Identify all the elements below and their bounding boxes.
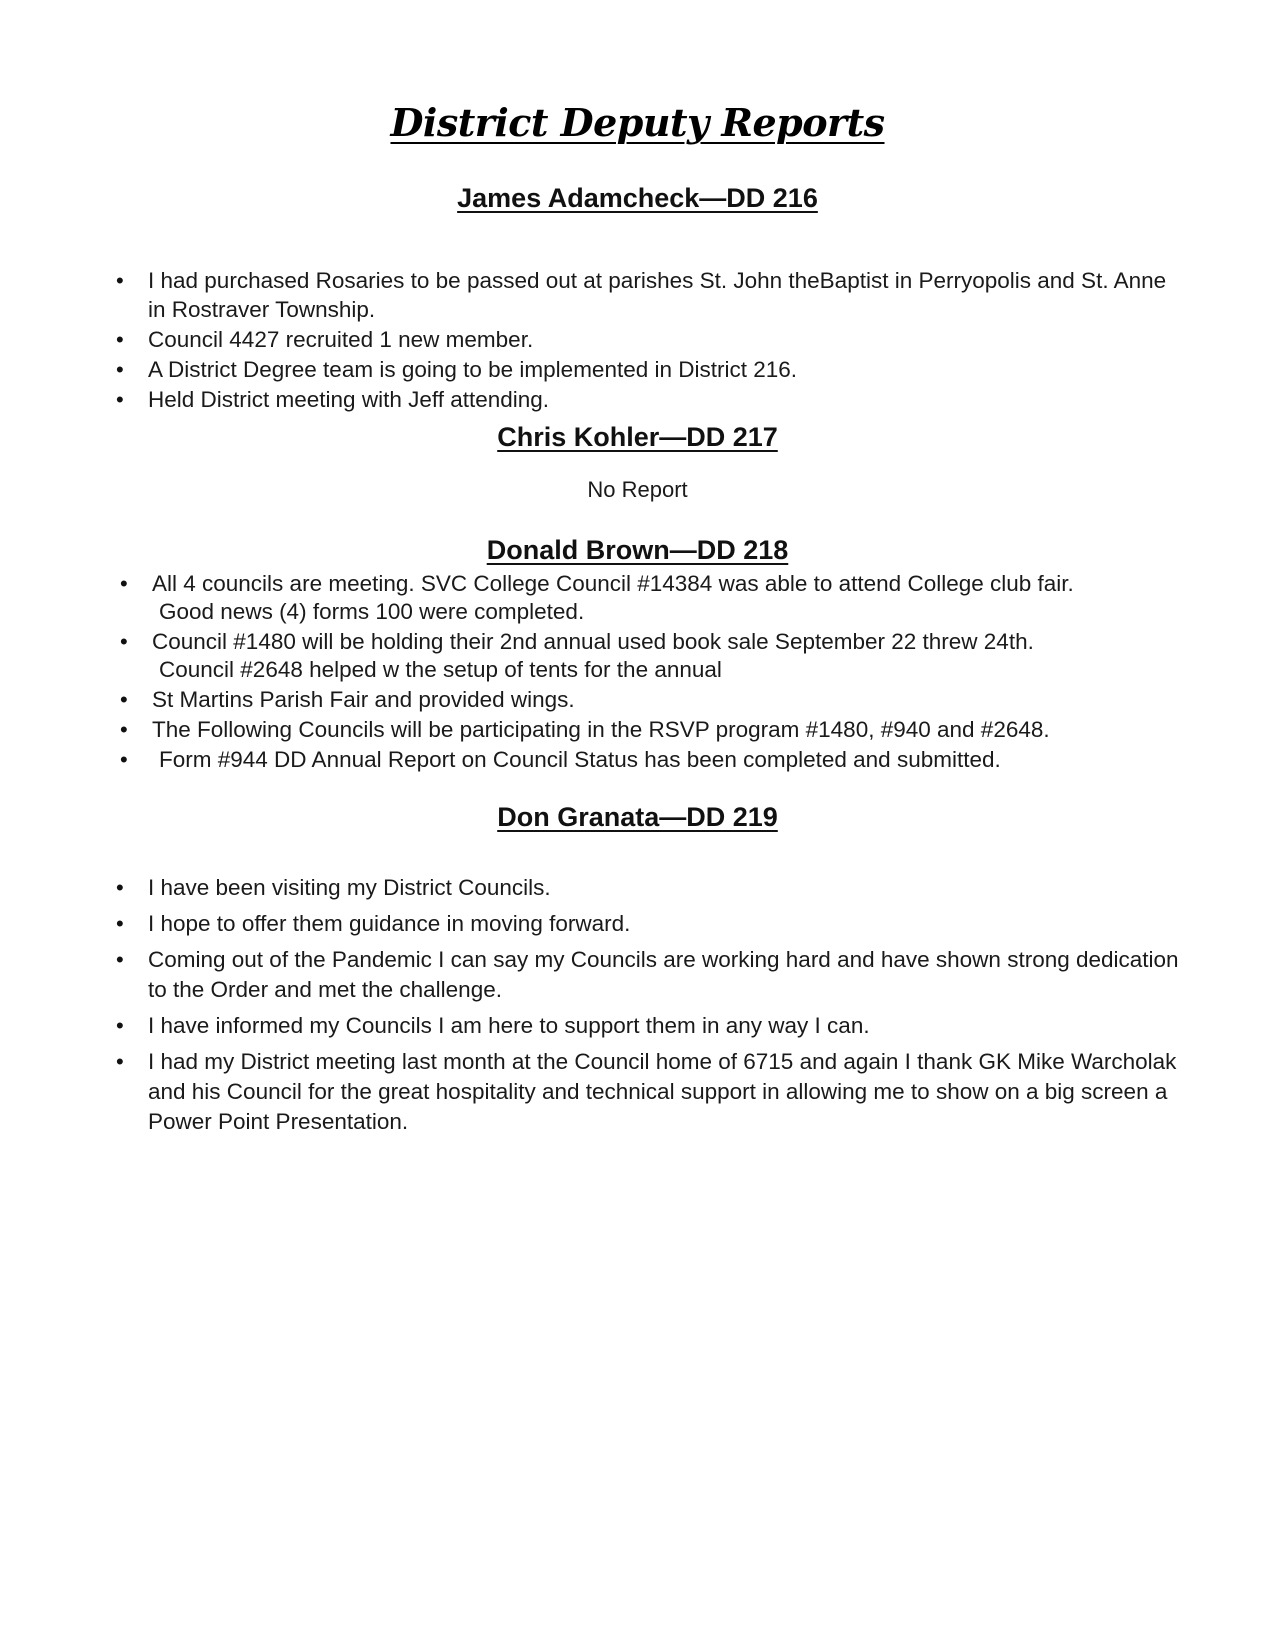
list-item: • Council 4427 recruited 1 new member.	[113, 325, 1183, 354]
list-item-line: The Following Councils will be participating in the RSVP program #1480, #940 and #2648.	[152, 717, 1050, 742]
list-item-line: St Martins Parish Fair and provided wings.	[152, 687, 575, 712]
section-heading-dd216: James Adamcheck—DD 216	[457, 183, 818, 213]
list-item	[117, 686, 1187, 714]
dd216-report-list	[113, 266, 1183, 415]
list-item: • I have been visiting my District Councils.	[113, 873, 1183, 903]
list-item-line: Council #1480 will be holding their 2nd annual used book sale September 22 threw 24th.	[152, 629, 1034, 654]
list-item-line: Good news (4) forms 100 were completed.	[159, 599, 585, 624]
list-item: • A District Degree team is going to be implemented in District 216.	[113, 355, 1183, 384]
no-report-note: No Report	[587, 477, 688, 502]
list-item	[117, 716, 1187, 744]
section-heading-dd218: Donald Brown—DD 218	[486, 535, 789, 565]
list-item-line: Council #2648 helped w the setup of tents for the annual	[159, 657, 722, 682]
list-item-line: All 4 councils are meeting. SVC College Council #14384 was able to attend College club fair.	[152, 571, 1074, 596]
section-heading-dd219: Don Granata—DD 219	[497, 802, 778, 832]
list-item: • Coming out of the Pandemic I can say my Councils are working hard and have shown strong dedication to the Order and met the challenge.	[113, 945, 1183, 1005]
section-heading-dd217: Chris Kohler—DD 217	[497, 422, 778, 452]
list-item: • I had purchased Rosaries to be passed out at parishes St. John theBaptist in Perryopolis and St. Anne in Rostraver Township.	[113, 266, 1183, 324]
list-item: • I hope to offer them guidance in moving forward.	[113, 909, 1183, 939]
dd219-report-list	[113, 873, 1183, 1143]
list-item: • Held District meeting with Jeff attending.	[113, 385, 1183, 414]
list-item: • I have informed my Councils I am here to support them in any way I can.	[113, 1011, 1183, 1041]
list-item	[117, 570, 1187, 626]
list-item	[117, 628, 1187, 684]
page-title: District Deputy Reports	[390, 100, 885, 145]
list-item: • I had my District meeting last month at the Council home of 6715 and again I thank GK Mike Warcholak and his Council for the great hospitality and technical support in allowing me to show on a big screen a Power Point Presentation.	[113, 1047, 1183, 1137]
list-item-line: Form #944 DD Annual Report on Council Status has been completed and submitted.	[159, 747, 1001, 772]
list-item	[117, 746, 1187, 774]
dd218-report-list	[117, 570, 1187, 776]
